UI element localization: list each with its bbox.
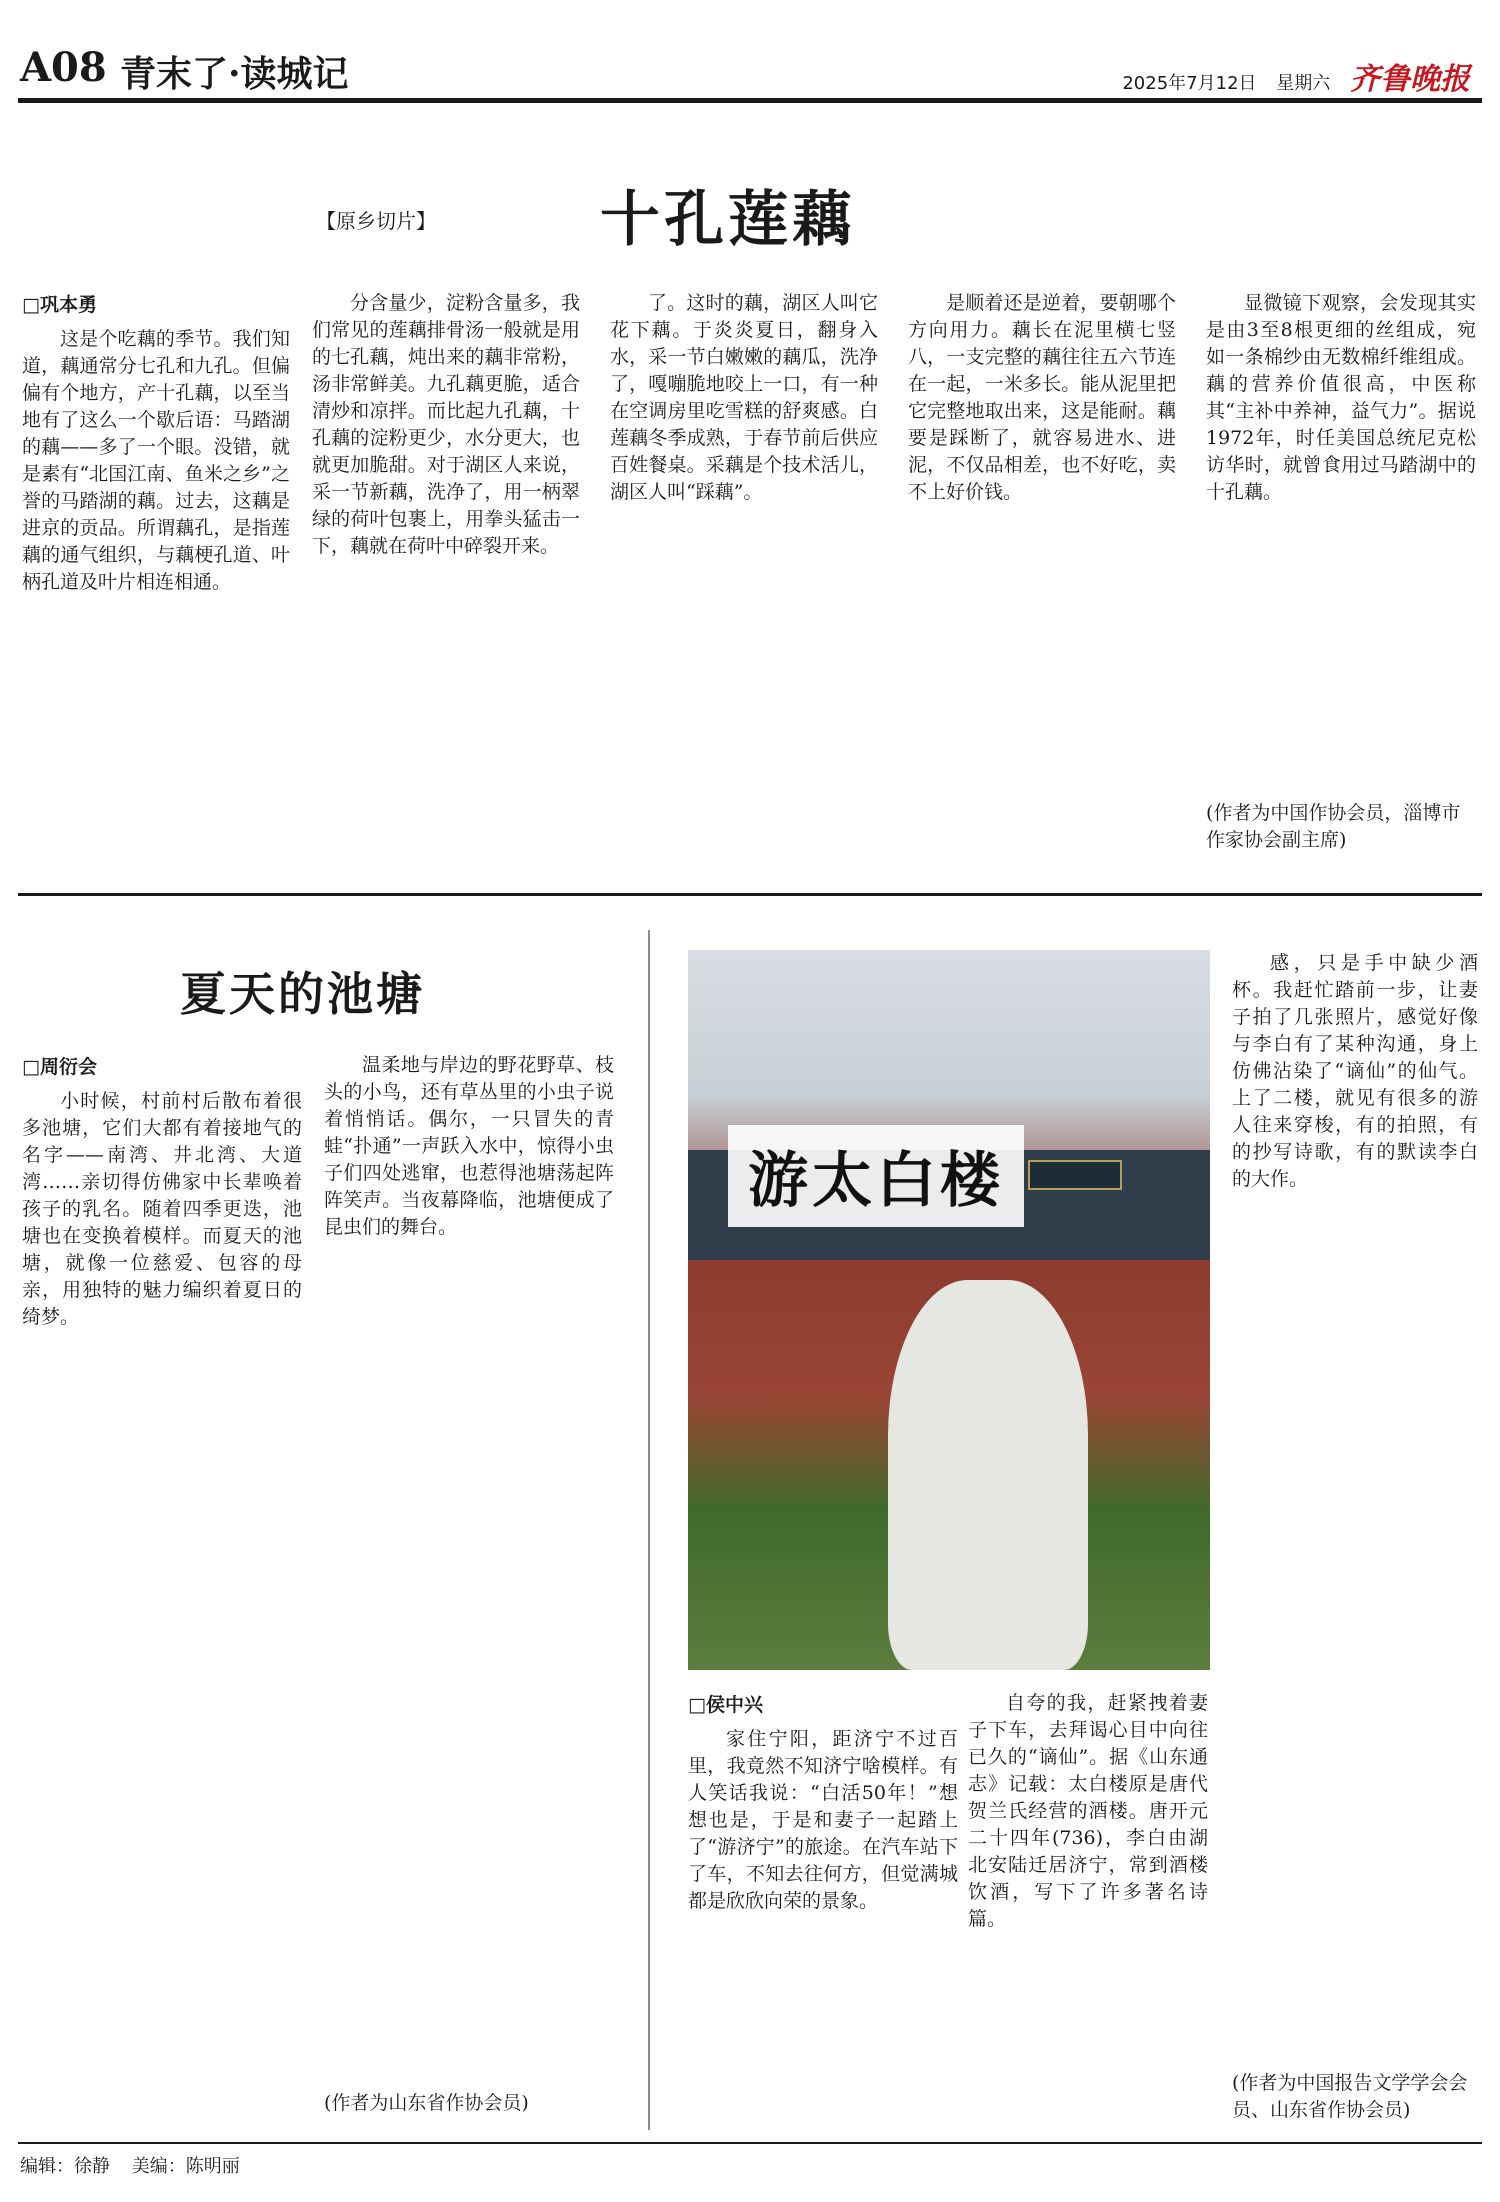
article3-text-2: 自夸的我，赶紧拽着妻子下车，去拜谒心目中向往已久的“谪仙”。据《山东通志》记载：太白楼原是唐代贺兰氏经营的酒楼。唐开元二十四年(736)，李白由湖北安陆迁居济宁，常到酒楼饮酒，写下了许多著名诗篇。 [968,1692,1208,1930]
page-header [20,40,1480,96]
article1-column-1 [22,326,290,866]
article1-column-5 [1206,290,1476,790]
article1-byline: □巩本勇 [22,294,97,316]
page-footer [20,2152,256,2178]
editor-credit: 编辑：徐静 [20,2156,110,2177]
li-bai-statue [888,1280,1088,1670]
article1-text-5: 显微镜下观察，会发现其实是由3至8根更细的丝组成，宛如一条棉纱由无数棉纤维组成。藕的营养价值很高，中医称其“主补中养神，益气力”。据说1972年，时任美国总统尼克松访华时，就曾食用过马踏湖中的十孔藕。 [1206,292,1476,503]
article2-title: 夏天的池塘 [180,967,425,1021]
article3-column-2 [968,1690,1208,2126]
article3-text-3: 感，只是手中缺少酒杯。我赶忙踏前一步，让妻子拍了几张照片，感觉好像与李白有了某种沟通，身上仿佛沾染了“谪仙”的仙气。上了二楼，就见有很多的游人往来穿梭，有的拍照，有的抄写诗歌，有的默读李白的大作。 [1232,952,1478,1190]
section-title: 青末了·读城记 [120,53,349,95]
footer-rule [18,2142,1482,2144]
article3-author-note: (作者为中国报告文学学会会员、山东省作协会员) [1232,2072,1468,2121]
header-rule [18,98,1482,103]
article3-byline: □侯中兴 [688,1694,763,1716]
column-divider [648,930,650,2130]
article3-title: 游太白楼 [728,1125,1024,1227]
section-divider [18,893,1482,896]
designer-credit: 美编：陈明丽 [131,2156,240,2177]
article3-column-1 [688,1726,958,2126]
article1-text-4: 是顺着还是逆着，要朝哪个方向用力。藕长在泥里横七竖八，一支完整的藕往往五六节连在一起，一米多长。能从泥里把它完整地取出来，这是能耐。藕要是踩断了，就容易进水、进泥，不仅品相差，也不好吃，卖不上好价钱。 [908,292,1176,503]
article2-byline: □周衍会 [22,1056,97,1078]
article1-text-3: 了。这时的藕，湖区人叫它花下藕。于炎炎夏日，翻身入水，采一节白嫩嫩的藕瓜，洗净了，嘎嘣脆地咬上一口，有一种在空调房里吃雪糕的舒爽感。白莲藕冬季成熟，于春节前后供应百姓餐桌。采藕是个技术活儿，湖区人叫“踩藕”。 [610,292,878,503]
page-number: A08 [20,44,107,91]
issue-date: 2025年7月12日 [1122,73,1257,94]
article2-author-note: (作者为山东省作协会员) [324,2092,529,2114]
article1-text-2: 分含量少，淀粉含量多，我们常见的莲藕排骨汤一般就是用的七孔藕，炖出来的藕非常粉，汤非常鲜美。九孔藕更脆，适合清炒和凉拌。而比起九孔藕，十孔藕的淀粉更少，水分更大，也就更加脆甜。对于湖区人来说，采一节新藕，洗净了，用一柄翠绿的荷叶包裹上，用拳头猛击一下，藕就在荷叶中碎裂开来。 [312,292,580,557]
column-tag: 【原乡切片】 [316,209,436,233]
header-meta [1108,54,1470,98]
newspaper-logo: 齐鲁晚报 [1350,62,1470,97]
issue-weekday: 星期六 [1276,73,1331,94]
article2-text-1: 小时候，村前村后散布着很多池塘，它们大都有着接地气的名字——南湾、井北湾、大道湾……亲切得仿佛家中长辈唤着孩子的乳名。随着四季更迭，池塘也在变换着模样。而夏天的池塘，就像一位慈爱、包容的母亲，用独特的魅力编织着夏日的绮梦。 [22,1090,302,1328]
tower-plaque [1028,1160,1122,1190]
article3-column-3 [1232,950,1478,2060]
taibai-tower-photo [688,950,1210,1670]
article1-title: 十孔莲藕 [600,185,856,255]
article3-text-1: 家住宁阳，距济宁不过百里，我竟然不知济宁啥模样。有人笑话我说：“白活50年！”想想也是，于是和妻子一起踏上了“游济宁”的旅途。在汽车站下了车，不知去往何方，但觉满城都是欣欣向荣的景象。 [688,1728,958,1912]
article1-column-2 [312,290,580,866]
article1-column-3 [610,290,878,866]
article2-column-2 [324,1052,614,2052]
article1-column-4 [908,290,1176,866]
article1-author-note: (作者为中国作协会员，淄博市作家协会副主席) [1206,802,1461,851]
article2-column-1 [22,1088,302,2128]
article2-text-2: 温柔地与岸边的野花野草、枝头的小鸟，还有草丛里的小虫子说着悄悄话。偶尔，一只冒失的青蛙“扑通”一声跃入水中，惊得小虫子们四处逃窜，也惹得池塘荡起阵阵笑声。当夜幕降临，池塘便成了昆虫们的舞台。 [324,1054,614,1238]
article1-text-1: 这是个吃藕的季节。我们知道，藕通常分七孔和九孔。但偏偏有个地方，产十孔藕，以至当地有了这么一个歇后语：马踏湖的藕——多了一个眼。没错，就是素有“北国江南、鱼米之乡”之誉的马踏湖的藕。过去，这藕是进京的贡品。所谓藕孔，是指莲藕的通气组织，与藕梗孔道、叶柄孔道及叶片相连相通。 [22,328,290,593]
